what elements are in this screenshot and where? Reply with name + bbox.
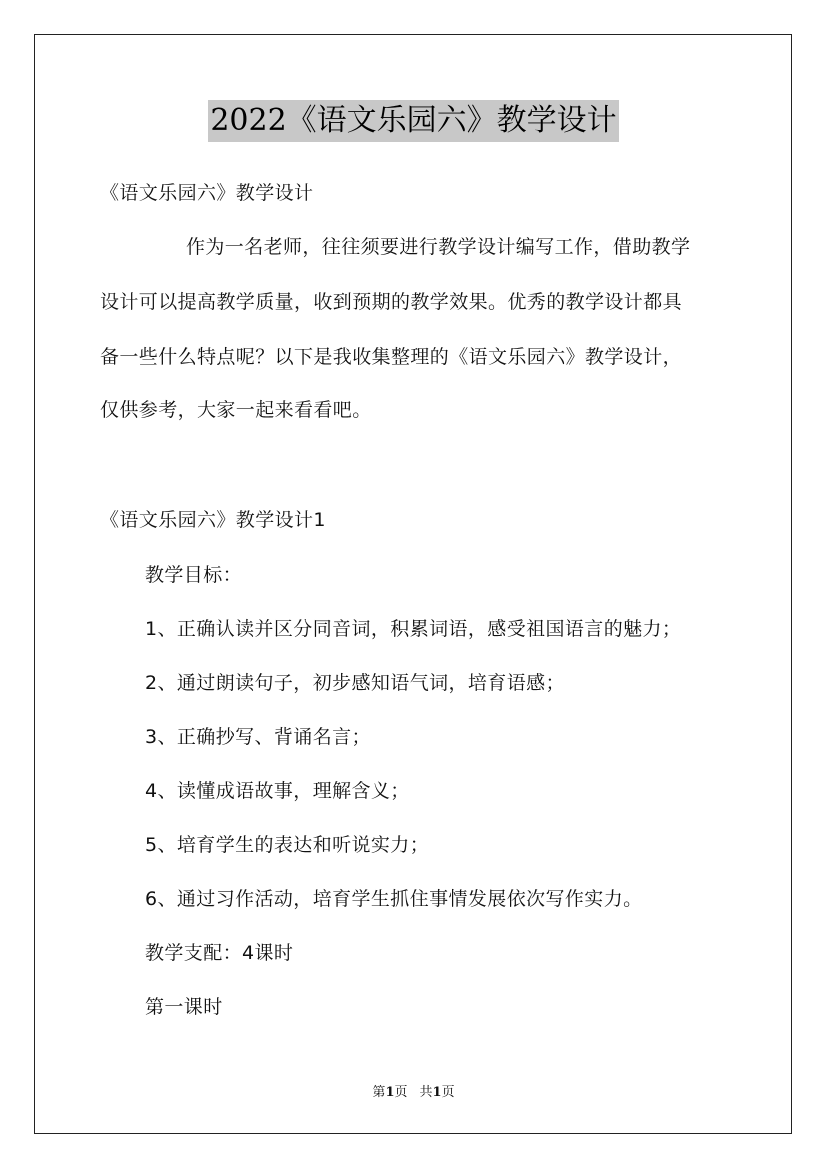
footer-total-prefix: 共	[419, 1085, 433, 1100]
intro-line-4: 仅供参考，大家一起来看看吧。	[100, 399, 372, 421]
objective-item-4: 4、读懂成语故事，理解含义；	[145, 780, 410, 802]
footer-page-prefix: 第	[372, 1085, 386, 1100]
first-lesson-heading: 第一课时	[145, 996, 223, 1018]
footer-page-suffix: 页	[394, 1085, 408, 1100]
footer-page-total: 1	[432, 1085, 442, 1100]
objective-item-5: 5、培育学生的表达和听说实力；	[145, 834, 430, 856]
objective-item-2: 2、通过朗读句子，初步感知语气词，培育语感；	[145, 672, 565, 694]
footer-page-current: 1	[385, 1085, 395, 1100]
page-footer	[0, 1084, 827, 1102]
objective-item-1: 1、正确认读并区分同音词，积累词语，感受祖国语言的魅力；	[145, 618, 682, 640]
intro-line-3: 备一些什么特点呢？以下是我收集整理的《语文乐园六》教学设计，	[100, 346, 683, 368]
title-container	[0, 100, 827, 142]
objectives-label: 教学目标：	[145, 564, 243, 586]
objective-item-3: 3、正确抄写、背诵名言；	[145, 726, 371, 748]
schedule-line: 教学支配：4课时	[145, 942, 294, 964]
intro-line-2: 设计可以提高教学质量，收到预期的教学效果。优秀的教学设计都具	[100, 291, 683, 313]
document-subtitle: 《语文乐园六》教学设计	[100, 182, 314, 204]
document-title: 2022《语文乐园六》教学设计	[208, 100, 618, 142]
intro-line-1: 作为一名老师，往往须要进行教学设计编写工作，借助教学	[186, 236, 691, 258]
section-heading: 《语文乐园六》教学设计1	[100, 509, 326, 531]
objective-item-6: 6、通过习作活动，培育学生抓住事情发展依次写作实力。	[145, 888, 643, 910]
footer-total-suffix: 页	[441, 1085, 455, 1100]
